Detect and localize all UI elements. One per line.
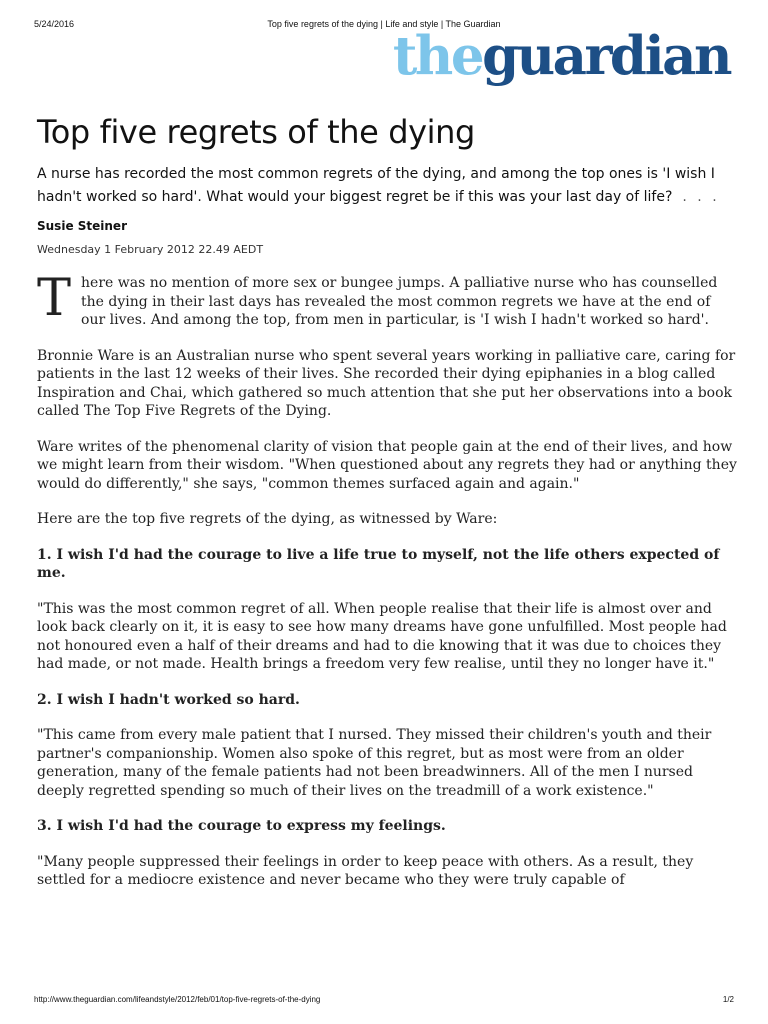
intro-paragraph bbox=[37, 269, 737, 330]
regret-2-heading: 2. I wish I hadn't worked so hard. bbox=[37, 691, 300, 708]
headline: Top five regrets of the dying bbox=[37, 113, 475, 151]
regret-1-text: "This was the most common regret of all. When people realise that their life is almost over and look back clearly on it, it is easy to see how many dreams have gone unfulfilled. Most people had not honoured even a half of their dreams and had to die knowing that it was due to choices they had made, or not made. Health brings a freedom very few realise, until they no longer have it." bbox=[37, 600, 727, 672]
regret-3-text: "Many people suppressed their feelings in order to keep peace with others. As a result, they settled for a mediocre existence and never became who they were truly capable of bbox=[37, 853, 694, 888]
print-date: 5/24/2016 bbox=[34, 19, 75, 29]
logo-the: the bbox=[392, 25, 483, 87]
intro-text: here was no mention of more sex or bungee jumps. A palliative nurse who has counselled the dying in their last days has revealed the most common regrets we have at the end of our lives. And among the top, from men in particular, is 'I wish I hadn't worked so hard'. bbox=[81, 275, 718, 328]
standfirst-text: A nurse has recorded the most common regrets of the dying, and among the top ones is 'I wish I hadn't worked so hard'. What would your biggest regret be if this was your last day of life? bbox=[37, 166, 715, 205]
standfirst bbox=[37, 163, 737, 209]
regret-1-heading: 1. I wish I'd had the courage to live a life true to myself, not the life others expected of me. bbox=[37, 546, 720, 581]
paragraph-clarity: Ware writes of the phenomenal clarity of vision that people gain at the end of their lives, and how we might learn from their wisdom. "When questioned about any regrets they had or anything they would do differently," she says, "common themes surfaced again and again." bbox=[37, 438, 737, 492]
print-url: http://www.theguardian.com/lifeandstyle/2012/feb/01/top-five-regrets-of-the-dying bbox=[34, 995, 321, 1004]
guardian-logo[interactable] bbox=[392, 25, 730, 87]
paragraph-list-intro: Here are the top five regrets of the dying, as witnessed by Ware: bbox=[37, 511, 498, 527]
regret-2-text: "This came from every male patient that I nursed. They missed their children's youth and their partner's companionship. Women also spoke of this regret, but as most were from an older generation, many of the female patients had not been breadwinners. All of the men I nursed deeply regretted spending so much of their lives on the treadmill of a work existence." bbox=[37, 727, 712, 799]
logo-guardian: guardian bbox=[482, 25, 730, 87]
regret-3-heading: 3. I wish I'd had the courage to express my feelings. bbox=[37, 818, 446, 834]
byline[interactable]: Susie Steiner bbox=[37, 219, 127, 233]
print-page-number: 1/2 bbox=[722, 995, 734, 1004]
ellipsis-dots: . . . bbox=[682, 189, 720, 205]
drop-cap: T bbox=[37, 269, 72, 328]
dateline: Wednesday 1 February 2012 22.49 AEDT bbox=[37, 243, 264, 256]
print-footer bbox=[34, 995, 734, 1007]
print-page-title: Top five regrets of the dying | Life and style | The Guardian bbox=[267, 19, 501, 29]
paragraph-ware: Bronnie Ware is an Australian nurse who spent several years working in palliative care, caring for patients in the last 12 weeks of their lives. She recorded their dying epiphanies in a blog called Inspiration and Chai, which gathered so much attention that she put her observations into a book called The Top Five Regrets of the Dying. bbox=[37, 347, 736, 419]
article-body bbox=[37, 269, 737, 907]
